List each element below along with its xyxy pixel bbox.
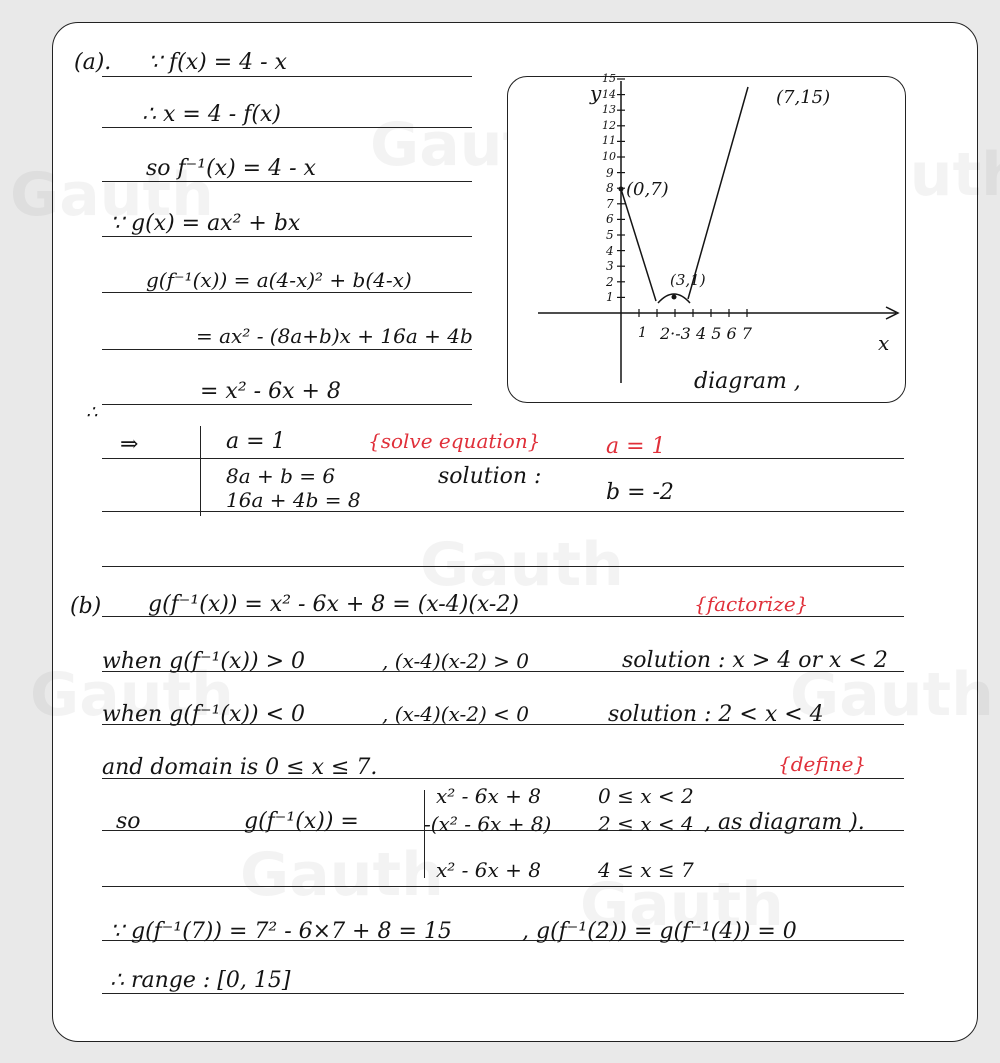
inequality-positive: , (x-4)(x-2) > 0 — [382, 649, 529, 673]
point-label-7-15: (7,15) — [776, 87, 831, 108]
factorize-note: {factorize} — [694, 592, 809, 616]
calculation-2: , g(f⁻¹(2)) = g(f⁻¹(4)) = 0 — [522, 919, 797, 944]
part-a-line-3: so f⁻¹(x) = 4 - x — [146, 156, 316, 181]
rule-line — [102, 886, 904, 887]
y-tick-label: 14 — [602, 87, 616, 101]
point-dot-3-1 — [672, 295, 677, 300]
solution-label: solution : — [438, 464, 542, 489]
part-a-line-7: = x² - 6x + 8 — [200, 379, 341, 404]
inequality-negative: , (x-4)(x-2) < 0 — [382, 702, 529, 726]
piece-1-condition: 0 ≤ x < 2 — [598, 784, 694, 808]
solve-equation-note: {solve equation} — [368, 429, 541, 453]
y-tick-label: 11 — [602, 134, 616, 148]
graph-segment-left — [621, 189, 656, 301]
part-a-line-4: ∵ g(x) = ax² + bx — [110, 211, 301, 236]
equation-system-brace — [200, 426, 201, 516]
rule-line — [102, 993, 904, 994]
when-positive: when g(f⁻¹(x)) > 0 — [102, 649, 305, 674]
rule-line — [102, 511, 904, 512]
solution-negative: solution : 2 < x < 4 — [608, 702, 824, 727]
part-a-label: (a). — [74, 50, 112, 75]
calculation-1: ∵ g(f⁻¹(7)) = 7² - 6×7 + 8 = 15 — [110, 919, 452, 944]
rule-line — [102, 181, 472, 182]
y-tick-label: 8 — [606, 181, 614, 196]
piece-3-expression: x² - 6x + 8 — [436, 858, 541, 882]
when-negative: when g(f⁻¹(x)) < 0 — [102, 702, 305, 727]
so-label: so — [116, 809, 141, 834]
system-equation-3: 16a + 4b = 8 — [226, 488, 361, 512]
rule-line — [102, 236, 472, 237]
implies-arrow: ⇒ — [120, 432, 139, 457]
piece-2-expression: -(x² - 6x + 8) — [424, 812, 552, 836]
y-axis-label: y — [590, 81, 602, 105]
rule-line — [102, 349, 472, 350]
x-tick-labels: 2·-3 4 5 6 7 — [660, 324, 752, 343]
y-tick-label: 13 — [602, 103, 616, 117]
y-tick-label: 3 — [606, 259, 614, 274]
solution-b: b = -2 — [606, 480, 674, 505]
rule-line — [102, 292, 472, 293]
rule-line — [102, 404, 472, 405]
piece-2-condition: 2 ≤ x < 4 — [598, 812, 694, 836]
as-diagram-note: , as diagram ). — [704, 810, 865, 835]
solution-a: a = 1 — [606, 434, 666, 459]
rule-line — [102, 127, 472, 128]
y-tick-label: 4 — [606, 243, 614, 258]
part-b-label: (b) — [70, 594, 102, 619]
piece-3-condition: 4 ≤ x ≤ 7 — [598, 858, 694, 882]
part-a-line-2: ∴ x = 4 - f(x) — [142, 102, 281, 127]
y-tick-label: 5 — [606, 228, 614, 242]
part-a-line-6: = ax² - (8a+b)x + 16a + 4b — [196, 324, 473, 348]
part-b-line-1: g(f⁻¹(x)) = x² - 6x + 8 = (x-4)(x-2) — [148, 592, 519, 617]
y-tick-label: 9 — [606, 165, 614, 180]
point-label-3-1: (3,1) — [670, 271, 706, 289]
y-tick-label: 15 — [602, 72, 616, 85]
system-equation-2: 8a + b = 6 — [226, 464, 336, 488]
y-tick-label: 12 — [602, 118, 616, 132]
define-note: {define} — [778, 752, 867, 776]
system-equation-1: a = 1 — [226, 429, 286, 454]
part-a-line-1: ∵ f(x) = 4 - x — [148, 50, 287, 75]
y-tick-label: 6 — [606, 212, 614, 227]
diagram-box — [507, 72, 906, 403]
point-dot-0-7 — [619, 187, 624, 192]
part-a-line-5: g(f⁻¹(x)) = a(4-x)² + b(4-x) — [146, 268, 412, 292]
graph-segment-right — [688, 87, 748, 299]
y-tick-label: 2 — [606, 274, 614, 289]
rule-line — [102, 566, 904, 567]
x-tick-label-1: 1 — [638, 325, 647, 341]
domain-statement: and domain is 0 ≤ x ≤ 7. — [102, 755, 378, 780]
y-tick-label: 1 — [606, 290, 614, 305]
piece-1-expression: x² - 6x + 8 — [436, 784, 541, 808]
graph-svg — [508, 77, 905, 402]
x-axis-label: x — [878, 331, 890, 355]
piecewise-lhs: g(f⁻¹(x)) = — [244, 809, 359, 834]
point-label-0-7: (0,7) — [626, 179, 669, 200]
range-result: ∴ range : [0, 15] — [110, 968, 291, 993]
y-tick-label: 10 — [602, 150, 616, 163]
therefore-symbol: ∴ — [86, 402, 98, 423]
rule-line — [102, 76, 472, 77]
rule-line — [102, 458, 904, 459]
y-tick-label: 7 — [606, 196, 614, 211]
diagram-caption: diagram , — [694, 369, 801, 394]
solution-positive: solution : x > 4 or x < 2 — [622, 648, 888, 673]
